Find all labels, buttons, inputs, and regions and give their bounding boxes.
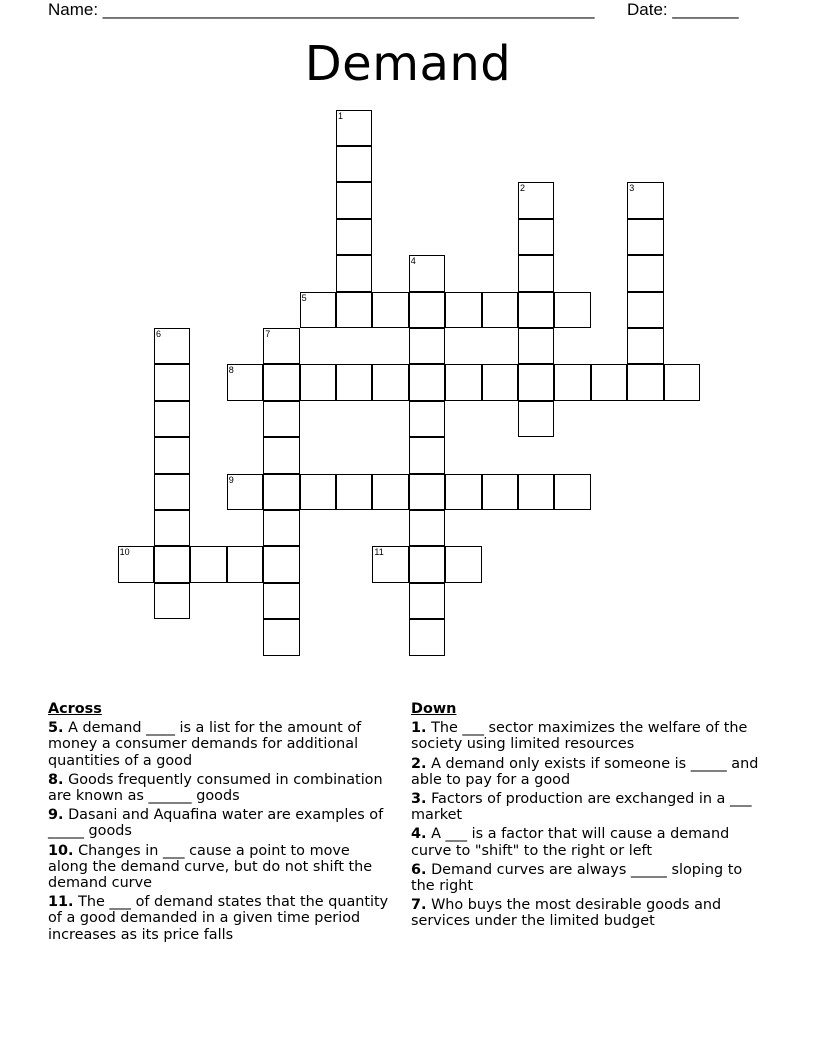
crossword-cell[interactable] <box>627 364 663 400</box>
crossword-cell[interactable] <box>445 292 481 328</box>
crossword-cell[interactable] <box>154 546 190 582</box>
crossword-cell[interactable] <box>409 364 445 400</box>
crossword-cell[interactable] <box>445 364 481 400</box>
crossword-cell[interactable] <box>409 619 445 655</box>
crossword-cell[interactable] <box>190 546 226 582</box>
across-clue-list <box>48 720 393 943</box>
clue-number-label: 1 <box>338 110 344 121</box>
clue-text: A demand ____ is a list for the amount of money a consumer demands for additional quantities of a good <box>48 720 362 769</box>
crossword-cell[interactable] <box>627 328 663 364</box>
across-clue <box>48 843 393 892</box>
crossword-cell[interactable] <box>154 437 190 473</box>
down-clue <box>411 897 761 929</box>
crossword-cell[interactable] <box>263 546 299 582</box>
crossword-cell[interactable] <box>591 364 627 400</box>
crossword-cell[interactable] <box>482 364 518 400</box>
clue-text: The ___ sector maximizes the welfare of the society using limited resources <box>411 720 748 753</box>
clue-number-label: 2 <box>520 183 526 194</box>
clue-text: The ___ of demand states that the quantity of a good demanded in a given time period increases as its price falls <box>48 894 389 943</box>
clue-number-label: 11 <box>374 547 384 558</box>
across-clue <box>48 720 393 769</box>
crossword-cell[interactable] <box>518 219 554 255</box>
clue-number: 9. <box>48 807 64 824</box>
crossword-cell[interactable] <box>518 292 554 328</box>
crossword-cell[interactable] <box>263 437 299 473</box>
clue-text: Factors of production are exchanged in a ___ market <box>411 791 752 824</box>
crossword-cell[interactable] <box>409 255 445 291</box>
crossword-cell[interactable] <box>227 474 263 510</box>
crossword-cell[interactable] <box>409 292 445 328</box>
down-clue <box>411 826 761 858</box>
clue-number-label: 3 <box>629 183 635 194</box>
crossword-cell[interactable] <box>336 182 372 218</box>
crossword-cell[interactable] <box>518 401 554 437</box>
clue-number-label: 6 <box>156 329 162 339</box>
crossword-cell[interactable] <box>445 474 481 510</box>
crossword-cell[interactable] <box>227 546 263 582</box>
page-title: Demand <box>304 36 512 92</box>
crossword-cell[interactable] <box>409 583 445 619</box>
crossword-cell[interactable] <box>627 292 663 328</box>
crossword-cell[interactable] <box>518 364 554 400</box>
crossword-cell[interactable] <box>336 474 372 510</box>
crossword-cell[interactable] <box>263 474 299 510</box>
crossword-cell[interactable] <box>554 474 590 510</box>
down-clues <box>411 701 761 933</box>
crossword-cell[interactable] <box>372 292 408 328</box>
crossword-cell[interactable] <box>336 292 372 328</box>
crossword-cell[interactable] <box>518 182 554 218</box>
clue-number: 8. <box>48 771 64 788</box>
clue-number: 10. <box>48 842 74 859</box>
crossword-cell[interactable] <box>372 546 408 582</box>
crossword-cell[interactable] <box>409 474 445 510</box>
crossword-cell[interactable] <box>263 401 299 437</box>
crossword-cell[interactable] <box>627 219 663 255</box>
down-heading: Down <box>411 701 457 717</box>
crossword-cell[interactable] <box>664 364 700 400</box>
clue-text: Dasani and Aquafina water are examples of _____ goods <box>48 807 384 840</box>
crossword-cell[interactable] <box>554 364 590 400</box>
crossword-cell[interactable] <box>627 255 663 291</box>
clue-number: 1. <box>411 720 427 737</box>
crossword-cell[interactable] <box>409 437 445 473</box>
clue-number-label: 9 <box>228 474 234 485</box>
crossword-cell[interactable] <box>263 364 299 400</box>
crossword-cell[interactable] <box>409 510 445 546</box>
date-field[interactable]: Date: _______ <box>627 0 739 19</box>
crossword-cell[interactable] <box>518 474 554 510</box>
crossword-cell[interactable] <box>336 364 372 400</box>
across-clue <box>48 894 393 943</box>
clue-text: Changes in ___ cause a point to move along the demand curve, but do not shift the demand curve <box>48 842 373 892</box>
clue-text: A demand only exists if someone is _____ and able to pay for a good <box>411 755 759 788</box>
name-field[interactable]: Name: ____________________________________________________ <box>48 0 595 19</box>
crossword-cell[interactable] <box>336 146 372 182</box>
clue-number: 5. <box>48 720 64 737</box>
crossword-cell[interactable] <box>409 401 445 437</box>
crossword-cell[interactable] <box>482 474 518 510</box>
crossword-cell[interactable] <box>154 401 190 437</box>
down-clue-list <box>411 720 761 929</box>
clue-number-label: 10 <box>119 547 130 558</box>
clue-number: 6. <box>411 861 427 878</box>
crossword-cell[interactable] <box>372 474 408 510</box>
clue-number: 2. <box>411 755 427 772</box>
crossword-cell[interactable] <box>300 474 336 510</box>
across-clue <box>48 772 393 804</box>
crossword-cell[interactable] <box>409 328 445 364</box>
crossword-cell[interactable] <box>336 110 372 146</box>
crossword-cell[interactable] <box>300 292 336 328</box>
crossword-cell[interactable] <box>518 328 554 364</box>
crossword-cell[interactable] <box>263 619 299 655</box>
crossword-cell[interactable] <box>263 583 299 619</box>
clue-number-label: 7 <box>265 329 271 339</box>
crossword-cell[interactable] <box>154 364 190 400</box>
across-heading: Across <box>48 701 102 717</box>
crossword-cell[interactable] <box>118 546 154 582</box>
crossword-cell[interactable] <box>336 255 372 291</box>
crossword-cell[interactable] <box>154 510 190 546</box>
clue-number-label: 8 <box>228 365 234 376</box>
crossword-cell[interactable] <box>518 255 554 291</box>
crossword-cell[interactable] <box>372 364 408 400</box>
crossword-cell[interactable] <box>627 182 663 218</box>
crossword-cell[interactable] <box>336 219 372 255</box>
clue-number: 4. <box>411 826 427 843</box>
crossword-cell[interactable] <box>154 583 190 619</box>
clue-number-label: 5 <box>301 292 307 303</box>
down-clue <box>411 791 761 823</box>
crossword-cell[interactable] <box>300 364 336 400</box>
clue-number: 11. <box>48 894 74 911</box>
crossword-cell[interactable] <box>154 474 190 510</box>
clue-text: Demand curves are always _____ sloping to the right <box>411 861 743 895</box>
down-clue <box>411 720 761 752</box>
crossword-cell[interactable] <box>227 364 263 400</box>
across-clues <box>48 701 393 946</box>
clue-number: 7. <box>411 897 427 914</box>
down-clue <box>411 756 761 788</box>
clue-number: 3. <box>411 791 427 808</box>
crossword-cell[interactable] <box>263 328 299 364</box>
clue-number-label: 4 <box>410 256 416 267</box>
clue-text: Goods frequently consumed in combination are known as ______ goods <box>48 771 383 805</box>
crossword-cell[interactable] <box>409 546 445 582</box>
clue-text: A ___ is a factor that will cause a demand curve to "shift" to the right or left <box>411 826 730 859</box>
crossword-cell[interactable] <box>554 292 590 328</box>
crossword-cell[interactable] <box>154 328 190 364</box>
across-clue <box>48 807 393 839</box>
crossword-cell[interactable] <box>263 510 299 546</box>
crossword-cell[interactable] <box>482 292 518 328</box>
crossword-cell[interactable] <box>445 546 481 582</box>
clue-text: Who buys the most desirable goods and services under the limited budget <box>411 897 722 930</box>
down-clue <box>411 862 761 894</box>
